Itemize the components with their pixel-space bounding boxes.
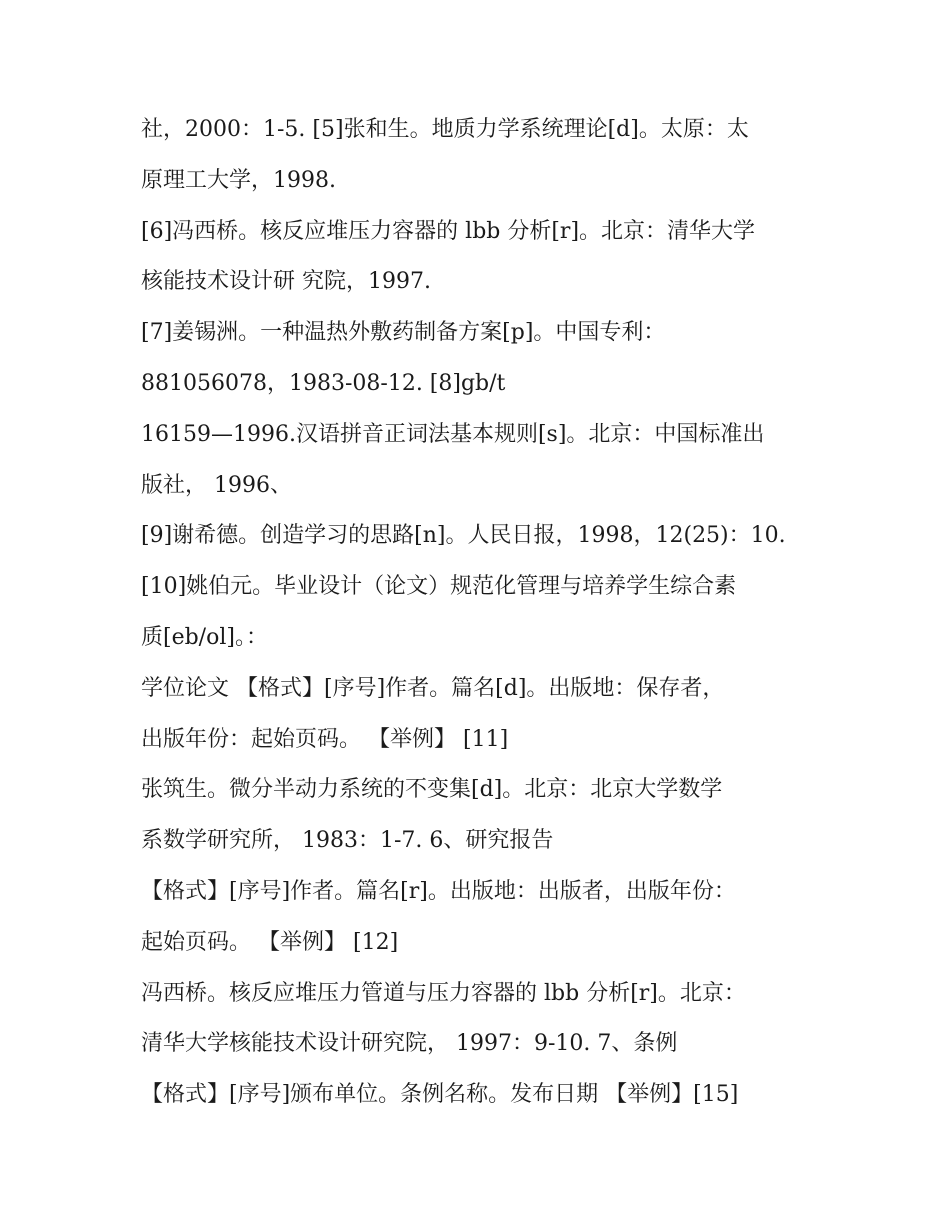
document-body [141, 105, 831, 1121]
text-line: 出版年份：起始页码。 【举例】 [11] [141, 726, 509, 752]
text-line: 系数学研究所， 1983：1-7. 6、研究报告 [141, 828, 554, 854]
text-line: 社，2000：1-5. [5]张和生。地质力学系统理论[d]。太原：太 [141, 117, 749, 142]
text-line: 起始页码。 【举例】 [12] [141, 929, 399, 955]
text-line: 核能技术设计研 究院，1997. [141, 269, 431, 295]
text-line: 【格式】[序号]颁布单位。条例名称。发布日期 【举例】[15] [141, 1082, 739, 1108]
text-line: 清华大学核能技术设计研究院， 1997：9-10. 7、条例 [141, 1031, 678, 1057]
text-line: [10]姚伯元。毕业设计（论文）规范化管理与培养学生综合素 [141, 574, 737, 600]
text-line: 原理工大学，1998. [141, 167, 336, 193]
text-line: 【格式】[序号]作者。篇名[r]。出版地：出版者，出版年份： [141, 878, 736, 904]
text-line: 张筑生。微分半动力系统的不变集[d]。北京：北京大学数学 [141, 777, 723, 803]
text-line: 16159—1996.汉语拼音正词法基本规则[s]。北京：中国标准出 [141, 421, 765, 447]
text-line: 881056078，1983-08-12. [8]gb/t [141, 370, 506, 396]
text-line: [7]姜锡洲。一种温热外敷药制备方案[p]。中国专利： [141, 320, 666, 346]
text-line: [9]谢希德。创造学习的思路[n]。人民日报，1998，12(25)：10. [141, 523, 786, 549]
text-line: [6]冯西桥。核反应堆压力容器的 lbb 分析[r]。北京：清华大学 [141, 218, 756, 244]
text-line: 冯西桥。核反应堆压力管道与压力容器的 lbb 分析[r]。北京： [141, 980, 746, 1006]
text-line: 版社， 1996、 [141, 472, 292, 498]
text-line: 质[eb/ol]。： [141, 624, 268, 650]
text-line: 学位论文 【格式】[序号]作者。篇名[d]。出版地：保存者， [141, 675, 725, 701]
